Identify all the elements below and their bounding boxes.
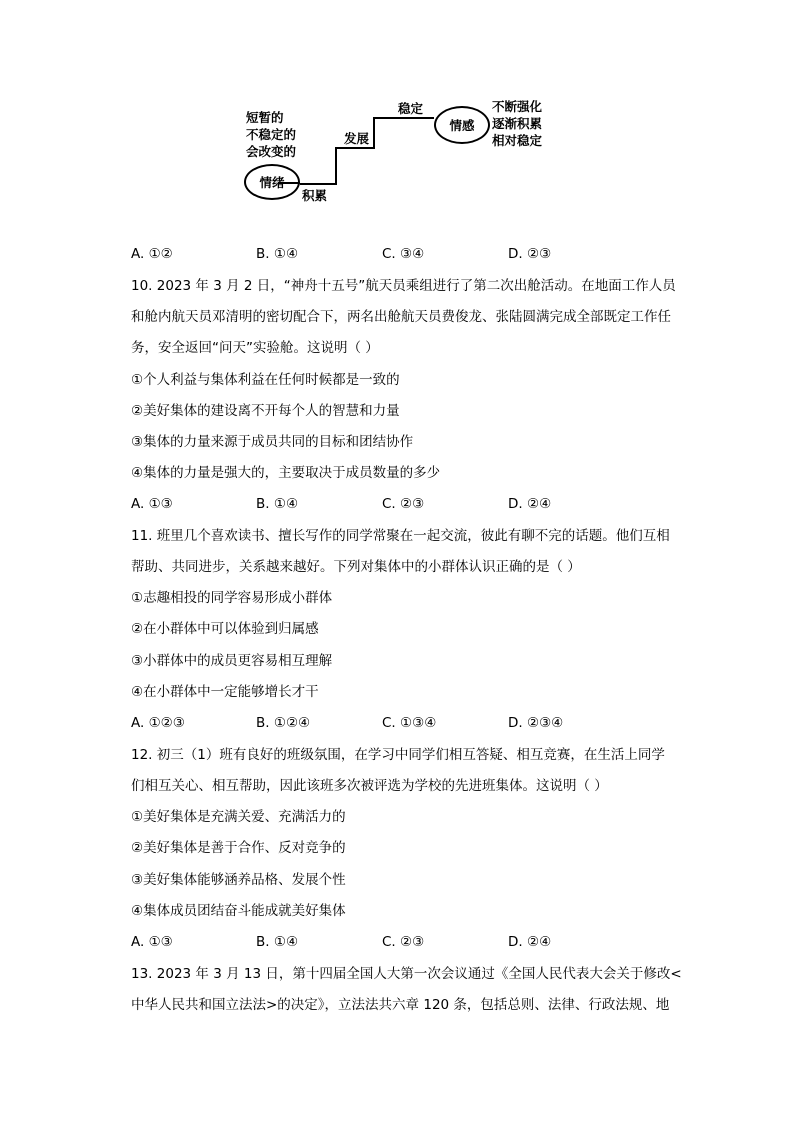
- q11-option-b: B. ①②④: [256, 715, 311, 731]
- emotion-trait-1: 短暂的: [246, 110, 284, 125]
- step-develop-label: 发展: [344, 131, 370, 146]
- feeling-trait-1: 不断强化: [492, 99, 543, 114]
- q10-option-b: B. ①④: [256, 496, 299, 512]
- emotion-trait-3: 会改变的: [246, 144, 297, 159]
- q11-option-c: C. ①③④: [382, 715, 437, 731]
- emotion-feeling-diagram: [238, 96, 558, 208]
- feeling-trait-2: 逐渐积累: [492, 116, 543, 131]
- q12-option-b: B. ①④: [256, 934, 299, 950]
- feeling-trait-3: 相对稳定: [492, 133, 543, 148]
- q11-option-d: D. ②③④: [508, 715, 564, 731]
- q9-option-c: C. ③④: [382, 246, 425, 262]
- q10-option-c: C. ②③: [382, 496, 425, 512]
- q12-option-a: A. ①③: [131, 934, 173, 950]
- q10-option-d: D. ②④: [508, 496, 552, 512]
- q9-option-b: B. ①④: [256, 246, 299, 262]
- q9-option-d: D. ②③: [508, 246, 552, 262]
- feeling-oval: 情感: [434, 106, 490, 144]
- q10-option-a: A. ①③: [131, 496, 173, 512]
- step-accumulate-label: 积累: [302, 188, 328, 203]
- emotion-oval: 情绪: [244, 164, 300, 200]
- q12-option-d: D. ②④: [508, 934, 552, 950]
- q11-option-a: A. ①②③: [131, 715, 185, 731]
- q9-option-a: A. ①②: [131, 246, 173, 262]
- step-stabilize-label: 稳定: [398, 101, 424, 116]
- emotion-trait-2: 不稳定的: [246, 127, 297, 142]
- q12-option-c: C. ②③: [382, 934, 425, 950]
